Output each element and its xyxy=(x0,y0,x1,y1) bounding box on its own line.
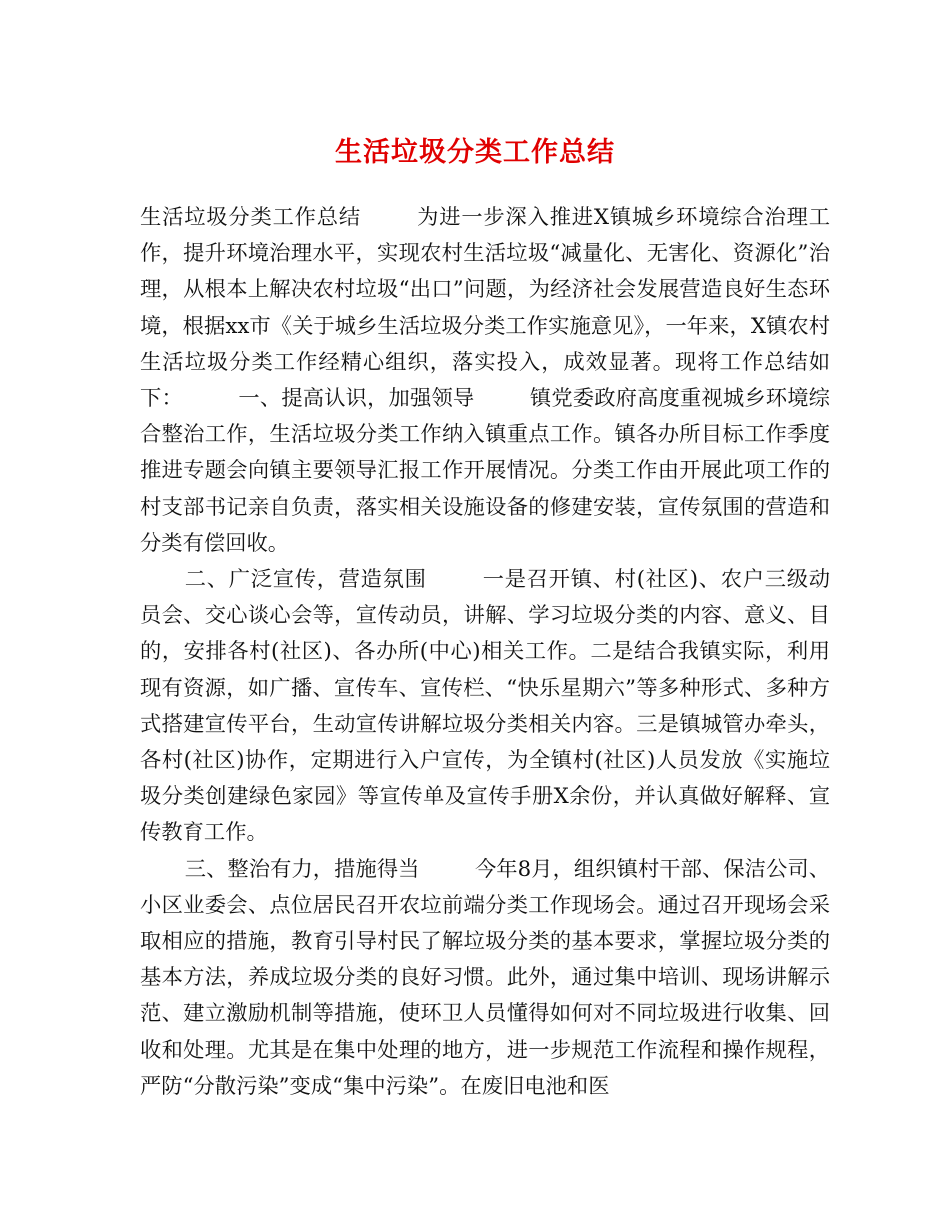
section-heading-3: 三、整治有力，措施得当 xyxy=(184,856,420,882)
section-heading-2: 二、广泛宣传，营造氛围 xyxy=(184,567,427,593)
section-body-1: 镇党委政府高度重视城乡环境综合整治工作，生活垃圾分类工作纳入镇重点工作。镇各办所目标工作季度推进专题会向镇主要领导汇报工作开展情况。分类工作由开展此项工作的村支部书记亲自负责，落实相关设施设备的修建安装，宣传氛围的营造和分类有偿回收。 xyxy=(140,386,830,556)
paragraph-lead: 生活垃圾分类工作总结 xyxy=(140,205,361,230)
paragraph-section-3 xyxy=(140,852,830,1105)
document-body xyxy=(140,200,830,1105)
page-title: 生活垃圾分类工作总结 xyxy=(335,137,615,168)
section-heading-1: 一、提高认识，加强领导 xyxy=(238,386,475,412)
paragraph-intro xyxy=(140,200,830,562)
section-body-3: 今年8月，组织镇村干部、保洁公司、小区业委会、点位居民召开农垃前端分类工作现场会。通过召开现场会采取相应的措施，教育引导村民了解垃圾分类的基本要求，掌握垃圾分类的基本方法，养成垃圾分类的良好习惯。此外，通过集中培训、现场讲解示范、建立激励机制等措施，使环卫人员懂得如何对不同垃圾进行收集、回收和处理。尤其是在集中处理的地方，进一步规范工作流程和操作规程，严防“分散污染”变成“集中污染”。在废旧电池和医 xyxy=(140,856,830,1099)
paragraph-text: 为进一步深入推进X镇城乡环境综合治理工作，提升环境治理水平，实现农村生活垃圾“减量化、无害化、资源化”治理，从根本上解决农村垃圾“出口”问题，为经济社会发展营造良好生态环境，根据xx市《关于城乡生活垃圾分类工作实施意见》，一年来，X镇农村生活垃圾分类工作经精心组织，落实投入，成效显著。现将工作总结如下： xyxy=(140,205,830,412)
section-body-2: 一是召开镇、村(社区)、农户三级动员会、交心谈心会等，宣传动员，讲解、学习垃圾分类的内容、意义、目的，安排各村(社区)、各办所(中心)相关工作。二是结合我镇实际，利用现有资源，如广播、宣传车、宣传栏、“快乐星期六”等多种形式、多种方式搭建宣传平台，生动宣传讲解垃圾分类相关内容。三是镇城管办牵头，各村(社区)协作，定期进行入户宣传，为全镇村(社区)人员发放《实施垃圾分类创建绿色家园》等宣传单及宣传手册X余份，并认真做好解释、宣传教育工作。 xyxy=(140,567,830,846)
paragraph-section-2 xyxy=(140,562,830,852)
